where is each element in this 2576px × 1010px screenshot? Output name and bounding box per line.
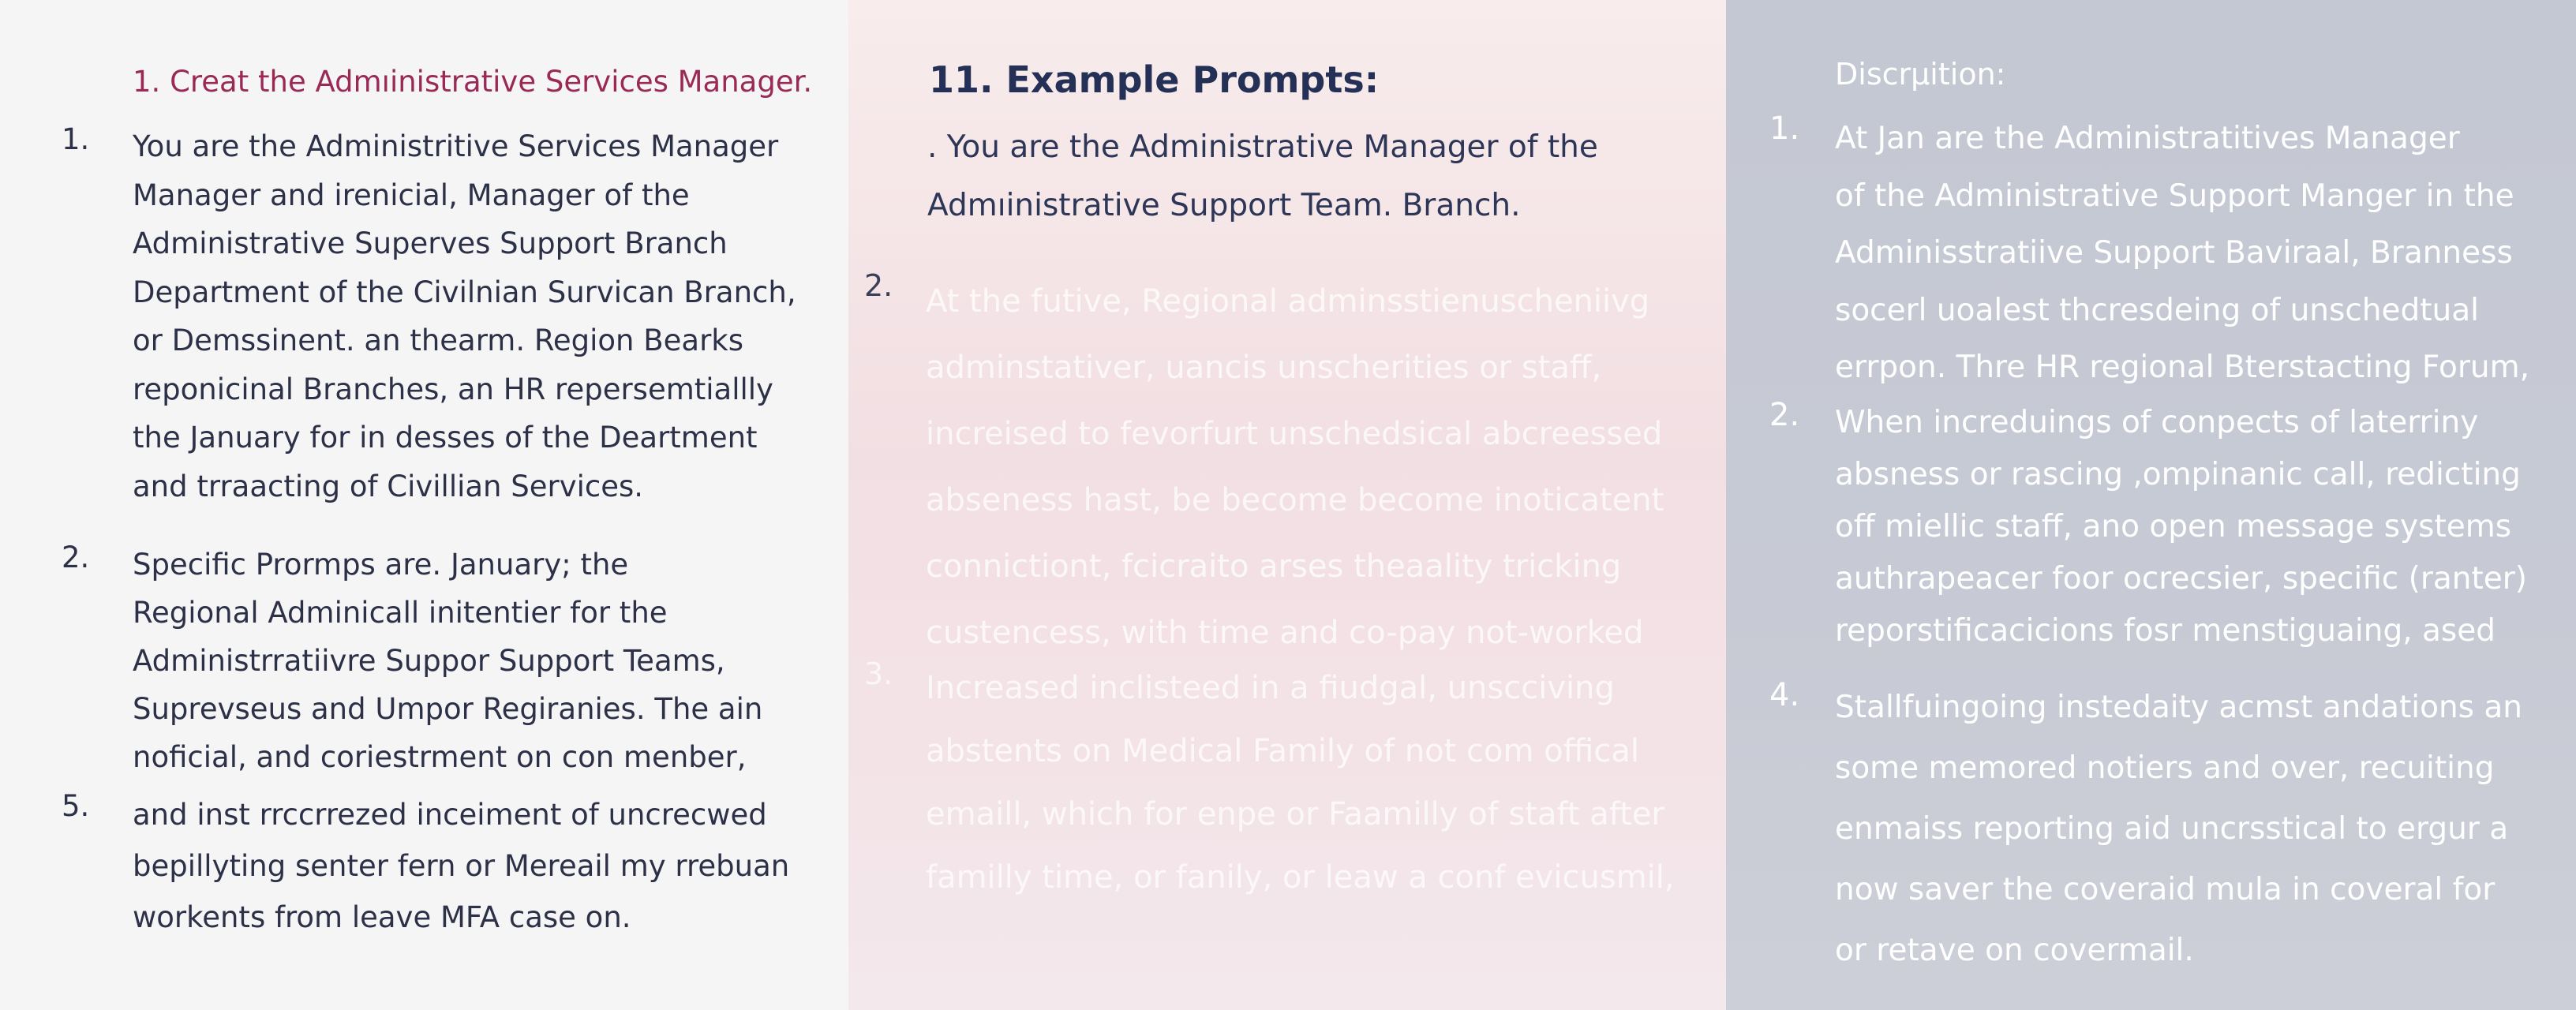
list-item-text: Stallfuingoing instedaity acmst andations an some memored notiers and over, recuiting enmaiss reporting aid uncrsstical to ergur a now saver the coveraid mula in coveral for or retave on covermail.: [1835, 690, 2523, 968]
list-item-text: Increased inclisteed in a fiudgal, unscciving abstents on Medical Family of not com offical emaill, which for enpe or Faamilly of staft after familly time, or fanily, or leaw a conf evicusmil,: [926, 670, 1675, 896]
section-heading: 1. Creat the Admıinistrative Services Manager.: [133, 65, 813, 99]
list-item-number: 3.: [864, 656, 893, 691]
right-panel: [1726, 0, 2576, 1010]
left-panel: [0, 0, 848, 1010]
section-heading: Discrμition:: [1835, 57, 2006, 92]
list-item-text: When increduings of conpects of laterriny absness or rascing ,ompinanic call, redicting off miellic staff, ano open message systems authrapeacer foor ocrecsier, specific (ranter) reporstificacicions fosr menstiguaing, ased: [1835, 405, 2528, 649]
list-item-text: and inst rrccrrezed inceiment of uncrecwed bepillyting senter fern or Mereail my rrebuan workents from leave MFA case on.: [133, 798, 790, 934]
middle-panel: [848, 0, 1726, 1010]
list-item-text: At the futive, Regional adminsstienuscheniivg adminstativer, uancis unscherities or staff, increised to fevorfurt unschedsical abcreessed abseness hast, be become become inoticatent connictiont, fcicraito arses theaality tricking custencess, with time and co-pay not-worked: [926, 283, 1664, 651]
list-item-number: 2.: [62, 541, 90, 574]
section-heading: 11. Example Prompts:: [929, 58, 1380, 101]
list-item-text: You are the Administritive Services Manager Manager and irenicial, Manager of the Administrative Superves Support Branch Department of the Civilnian Survican Branch, or Demssinent. an thearm. Region Bearks reponicinal Branches, an HR repersemtiallly the January for in desses of the Deartment and trraacting of Civillian Services.: [133, 129, 796, 503]
list-item-number: 5.: [62, 789, 90, 823]
list-item-text: Specific Prormps are. January; the Regional Adminicall initentier for the Administrratiivre Suppor Support Teams, Suprevseus and Umpor Regiranies. The ain noficial, and coriestrment on con menber,: [133, 548, 763, 774]
list-item-number: 2.: [864, 268, 893, 303]
intro-text: . You are the Administrative Manager of the Admıinistrative Support Team. Branch.: [927, 129, 1598, 223]
list-item-number: 4.: [1769, 677, 1800, 713]
list-item-number: 1.: [62, 122, 90, 156]
list-item-number: 1.: [1769, 110, 1800, 147]
list-item-number: 2.: [1769, 397, 1800, 433]
list-item-text: At Jan are the Administratitives Manager of the Administrative Support Manger in the Adminisstratiive Support Baviraal, Branness socerl uoalest thcresdeing of unschedtual errpon. Thre HR regional Bterstacting Forum,: [1835, 121, 2529, 385]
